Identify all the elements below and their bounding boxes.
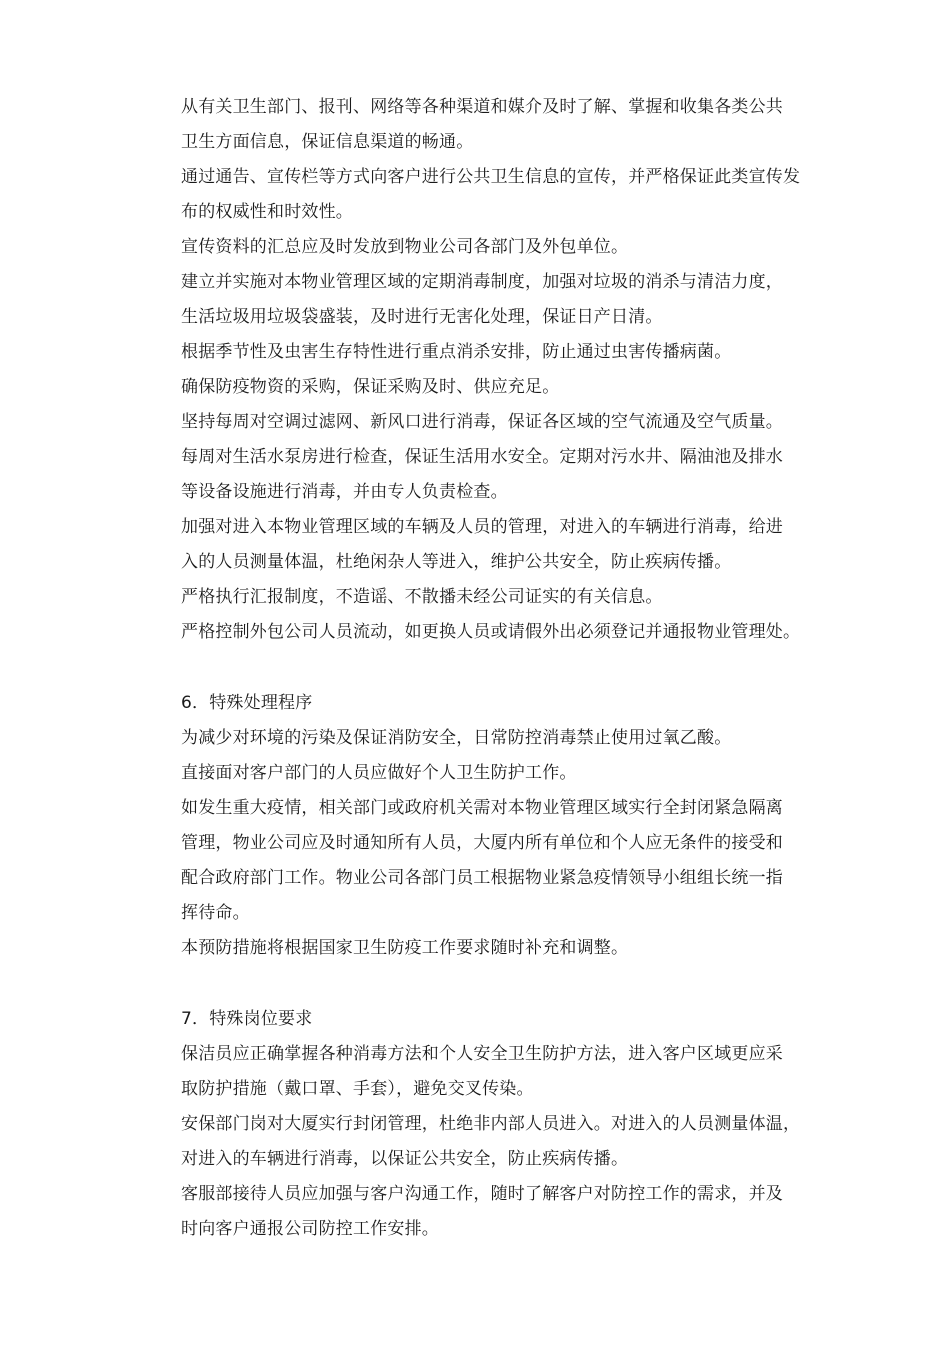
paragraph-line: 宣传资料的汇总应及时发放到物业公司各部门及外包单位。 [181, 237, 629, 257]
paragraph-line: 直接面对客户部门的人员应做好个人卫生防护工作。 [181, 763, 577, 783]
paragraph-line: 从有关卫生部门、报刊、网络等各种渠道和媒介及时了解、掌握和收集各类公共 [181, 97, 783, 117]
paragraph-line: 本预防措施将根据国家卫生防疫工作要求随时补充和调整。 [181, 938, 629, 958]
paragraph-line: 管理，物业公司应及时通知所有人员，大厦内所有单位和个人应无条件的接受和 [181, 833, 783, 853]
paragraph-line: 客服部接待人员应加强与客户沟通工作，随时了解客户对防控工作的需求，并及 [181, 1184, 783, 1204]
paragraph-line: 取防护措施（戴口罩、手套），避免交叉传染。 [181, 1079, 534, 1099]
paragraph-line: 时向客户通报公司防控工作安排。 [181, 1219, 439, 1239]
paragraph-line: 如发生重大疫情，相关部门或政府机关需对本物业管理区域实行全封闭紧急隔离 [181, 798, 783, 818]
section-heading: 7．特殊岗位要求 [181, 1009, 313, 1029]
paragraph-line: 通过通告、宣传栏等方式向客户进行公共卫生信息的宣传，并严格保证此类宣传发 [181, 167, 801, 187]
paragraph-line: 严格执行汇报制度，不造谣、不散播未经公司证实的有关信息。 [181, 587, 663, 607]
paragraph-line: 布的权威性和时效性。 [181, 202, 353, 222]
paragraph-line: 确保防疫物资的采购，保证采购及时、供应充足。 [181, 377, 560, 397]
paragraph-line: 等设备设施进行消毒，并由专人负责检查。 [181, 482, 508, 502]
paragraph-line: 保洁员应正确掌握各种消毒方法和个人安全卫生防护方法，进入客户区域更应采 [181, 1044, 783, 1064]
paragraph-line: 卫生方面信息，保证信息渠道的畅通。 [181, 132, 474, 152]
paragraph-line: 严格控制外包公司人员流动，如更换人员或请假外出必须登记并通报物业管理处。 [181, 622, 801, 642]
paragraph-line: 加强对进入本物业管理区域的车辆及人员的管理，对进入的车辆进行消毒，给进 [181, 517, 783, 537]
paragraph-line: 为减少对环境的污染及保证消防安全，日常防控消毒禁止使用过氧乙酸。 [181, 728, 732, 748]
paragraph-line: 挥待命。 [181, 903, 250, 923]
paragraph-line: 入的人员测量体温，杜绝闲杂人等进入，维护公共安全，防止疾病传播。 [181, 552, 732, 572]
paragraph-line: 根据季节性及虫害生存特性进行重点消杀安排，防止通过虫害传播病菌。 [181, 342, 732, 362]
paragraph-line: 生活垃圾用垃圾袋盛装，及时进行无害化处理，保证日产日清。 [181, 307, 663, 327]
section-heading: 6．特殊处理程序 [181, 693, 313, 713]
paragraph-line: 建立并实施对本物业管理区域的定期消毒制度，加强对垃圾的消杀与清洁力度， [181, 272, 783, 292]
paragraph-line: 配合政府部门工作。物业公司各部门员工根据物业紧急疫情领导小组组长统一指 [181, 868, 783, 888]
paragraph-line: 坚持每周对空调过滤网、新风口进行消毒，保证各区域的空气流通及空气质量。 [181, 412, 783, 432]
paragraph-line: 每周对生活水泵房进行检查，保证生活用水安全。定期对污水井、隔油池及排水 [181, 447, 783, 467]
document-body [181, 95, 841, 1241]
paragraph-line: 安保部门岗对大厦实行封闭管理，杜绝非内部人员进入。对进入的人员测量体温， [181, 1114, 801, 1134]
paragraph-line: 对进入的车辆进行消毒，以保证公共安全，防止疾病传播。 [181, 1149, 629, 1169]
